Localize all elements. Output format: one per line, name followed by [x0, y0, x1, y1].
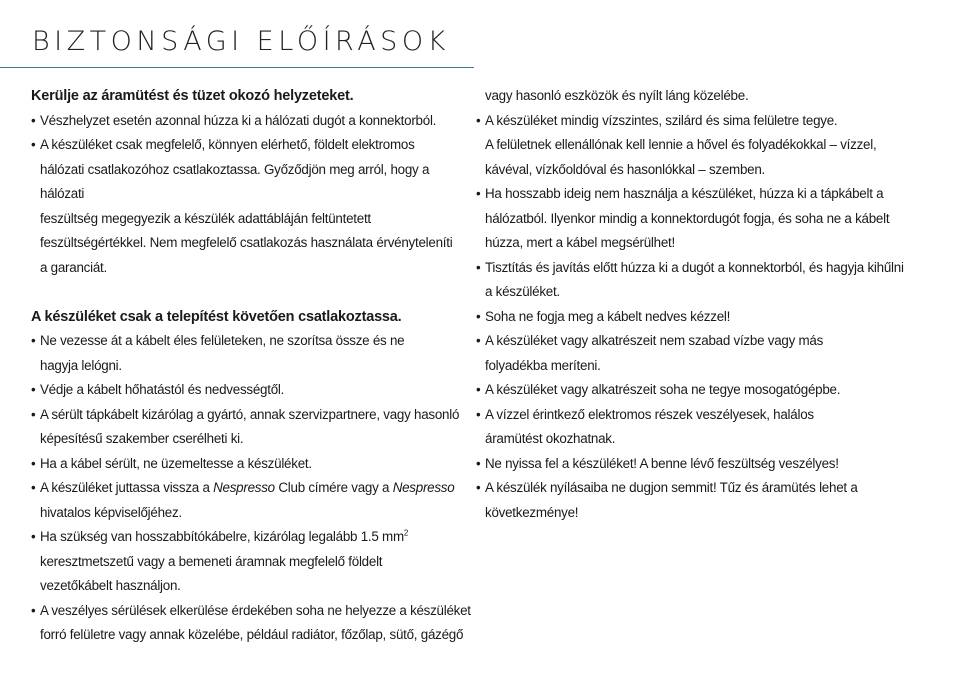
- list-item-continuation: hagyja lelógni.: [40, 357, 122, 373]
- bullet-icon: •: [31, 382, 36, 397]
- list-item-nespresso: • A készüléket juttassa vissza a Nespresso Club címére vagy a Nespresso: [31, 476, 471, 501]
- list-item-continuation: kávéval, vízkőoldóval és hasonlókkal – szemben.: [485, 161, 766, 177]
- superscript: 2: [403, 528, 409, 538]
- bullet-icon: •: [476, 308, 481, 324]
- list-item-continuation: képesítésű szakember cserélheti ki.: [40, 431, 244, 446]
- list-item-continuation: feszültség megegyezik a készülék adattábláján feltüntetett: [40, 210, 371, 226]
- bullet-icon: •: [476, 112, 481, 128]
- list-item: • A készüléket vagy alkatrészeit soha ne tegye mosogatógépbe.: [476, 378, 916, 403]
- list-item-continuation: folyadékba meríteni.: [485, 357, 601, 373]
- list-item-continuation: keresztmetszetű vagy a bemeneti áramnak megfelelő földelt: [40, 553, 383, 569]
- bullet-icon: •: [31, 480, 36, 495]
- bullet-icon: •: [31, 455, 36, 471]
- list-item-continuation: áramütést okozhatnak.: [485, 431, 616, 446]
- bullet-icon: •: [31, 112, 36, 128]
- bullet-icon: •: [476, 186, 481, 201]
- brand-name: Nespresso: [392, 480, 455, 495]
- bullet-icon: •: [476, 455, 481, 471]
- list-item: • A készüléket csak megfelelő, könnyen elérhető, földelt elektromos: [31, 133, 471, 158]
- list-item-continuation: következménye!: [485, 504, 579, 520]
- list-item: • A készüléket mindig vízszintes, szilárd és sima felületre tegye.: [476, 109, 916, 134]
- list-item-continuation: vezetőkábelt használjon.: [40, 578, 181, 593]
- list-item: • Ha a kábel sérült, ne üzemeltesse a készüléket.: [31, 452, 471, 477]
- list-item-continuation: feszültségértékkel. Nem megfelelő csatlakozás használata érvényteleníti: [40, 235, 453, 250]
- bullet-icon: •: [31, 333, 36, 348]
- bullet-icon: •: [476, 333, 481, 348]
- bullet-icon: •: [476, 406, 481, 422]
- list-item-extension-cable: • Ha szükség van hosszabbítókábelre, kizárólag legalább 1.5 $mm^2$: [31, 525, 471, 550]
- section-heading-installation: A készüléket csak a telepítést követően csatlakoztassa.: [31, 308, 402, 325]
- bullet-icon: •: [476, 382, 481, 397]
- list-item-continuation: hálózati csatlakozóhoz csatlakoztassa. Győződjön meg arról, hogy a: [40, 161, 430, 177]
- list-item-continuation: a készüléket.: [485, 284, 560, 299]
- title-rule: [0, 67, 474, 68]
- bullet-icon: •: [31, 602, 36, 618]
- bullet-icon: •: [31, 529, 36, 544]
- list-item-continuation: húzza, mert a kábel megsérülhet!: [485, 235, 675, 250]
- bullet-icon: •: [476, 259, 481, 275]
- list-item: • A sérült tápkábelt kizárólag a gyártó, annak szervizpartnere, vagy hasonló: [31, 403, 471, 428]
- list-item: • Tisztítás és javítás előtt húzza ki a dugót a konnektorból, és hagyja kihűlni: [476, 256, 916, 281]
- list-item: • Vészhelyzet esetén azonnal húzza ki a hálózati dugót a konnektorból.: [31, 109, 471, 134]
- list-item: • Ha hosszabb ideig nem használja a készüléket, húzza ki a tápkábelt a: [476, 182, 916, 207]
- list-item: • A készüléket vagy alkatrészeit nem szabad vízbe vagy más: [476, 329, 916, 354]
- right-column: [476, 84, 916, 525]
- list-item-continuation: hálózatból. Ilyenkor mindig a konnektordugót fogja, és soha ne a kábelt: [485, 210, 890, 226]
- page-title: BIZTONSÁGI ELŐÍRÁSOK: [32, 26, 450, 57]
- section-spacer: [31, 280, 471, 305]
- list-item: • Soha ne fogja meg a kábelt nedves kézzel!: [476, 305, 916, 330]
- list-item: • A veszélyes sérülések elkerülése érdekében soha ne helyezze a készüléket: [31, 599, 470, 624]
- list-item: • A vízzel érintkező elektromos részek veszélyesek, halálos: [476, 403, 916, 428]
- list-item: • Ne nyissa fel a készüléket! A benne lévő feszültség veszélyes!: [476, 452, 916, 477]
- list-item-continuation: hálózati: [40, 186, 85, 201]
- bullet-icon: •: [476, 480, 481, 495]
- list-item-continuation: vagy hasonló eszközök és nyílt láng közelébe.: [485, 88, 749, 103]
- list-item: • Védje a kábelt hőhatástól és nedvességtől.: [31, 378, 471, 403]
- left-column: [31, 84, 471, 648]
- list-item-continuation: hivatalos képviselőjéhez.: [40, 504, 182, 520]
- list-item: • Ne vezesse át a kábelt éles felületeken, ne szorítsa össze és ne: [31, 329, 471, 354]
- list-item-continuation: forró felületre vagy annak közelébe, például radiátor, főzőlap, sütő, gázégő: [40, 627, 464, 642]
- list-item-continuation: a garanciát.: [40, 259, 107, 275]
- bullet-icon: •: [31, 137, 36, 152]
- bullet-icon: •: [31, 406, 36, 422]
- brand-name: Nespresso: [213, 480, 275, 495]
- list-item: • A készülék nyílásaiba ne dugjon semmit! Tűz és áramütés lehet a: [476, 476, 916, 501]
- section-heading-electric-shock: Kerülje az áramütést és tüzet okozó helyzeteket.: [31, 88, 354, 104]
- list-item-continuation: A felületnek ellenállónak kell lennie a hővel és folyadékokkal – vízzel,: [485, 137, 877, 152]
